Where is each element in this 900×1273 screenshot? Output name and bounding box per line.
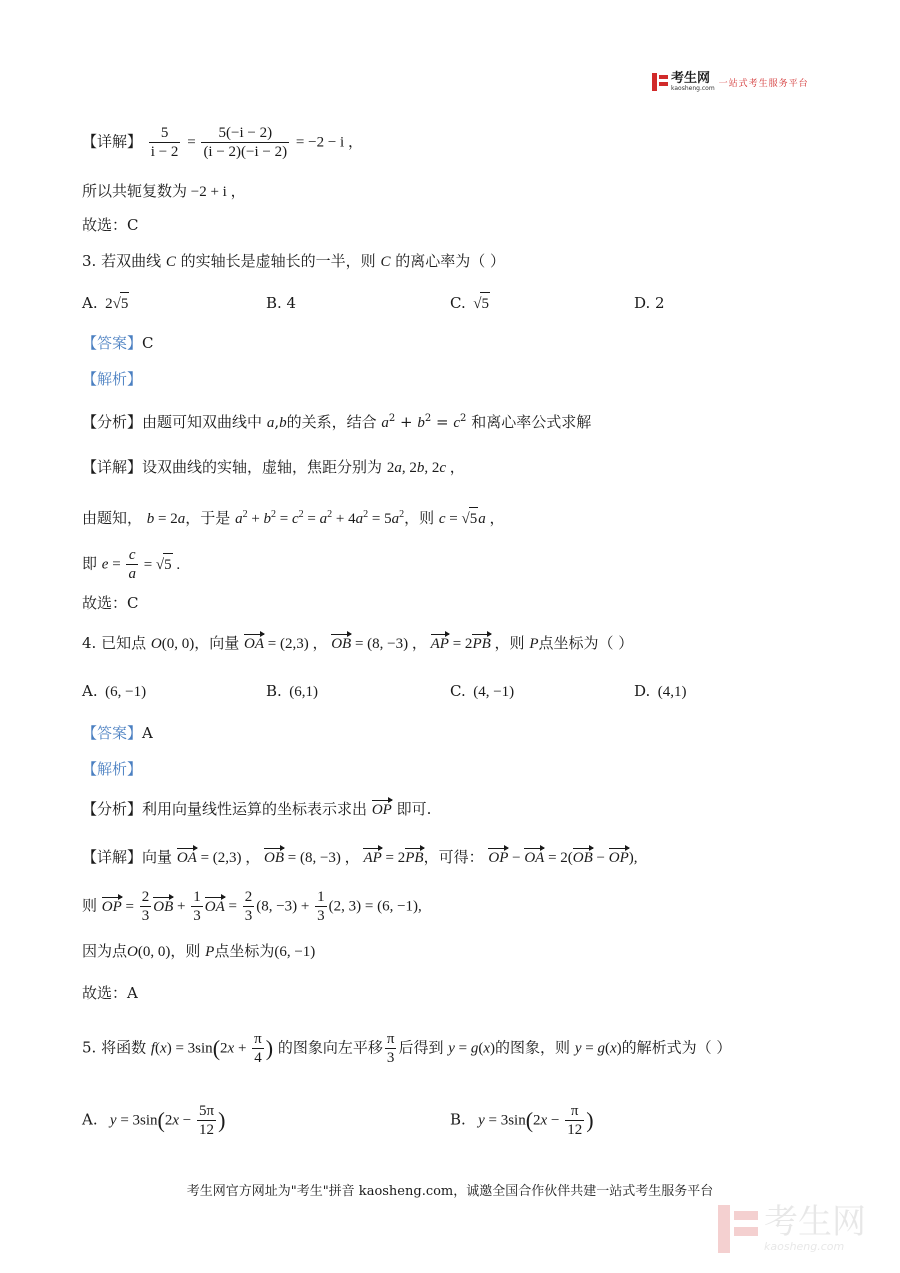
q4-choose: 故选：A <box>82 984 138 1002</box>
fraction: $\frac{5(-i - 2)}{(i - 2)(-i - 2)}$ <box>203 125 288 160</box>
q4-stem-d: 点坐标为（ ） <box>538 634 634 652</box>
q4-detail-b: ，可得： <box>423 848 484 866</box>
logo-icon <box>652 73 668 91</box>
q3-stem: 3. 若双曲线 C 的实轴长是虚轴长的一半，则 C 的离心率为（ ） <box>82 252 506 270</box>
q4-stem-b: ，向量 <box>194 634 240 652</box>
q3-so: 即 e = $\frac{c}{a}$ = √5 . <box>82 547 181 582</box>
q3-from-c: ，则 <box>404 509 435 527</box>
q4-option-b-label: B. <box>266 682 282 700</box>
q3-answer: C <box>142 334 154 352</box>
q5-option-a-label: A. <box>82 1110 98 1129</box>
q3-from-b: ，于是 <box>185 509 231 527</box>
q4-analysis-end: 即可. <box>396 800 432 818</box>
q3-option-d: D. 2 <box>634 294 665 312</box>
q3-analysis-b: 的关系，结合 <box>286 413 377 431</box>
q4-option-a: A. (6, −1) <box>82 682 147 700</box>
q3-analysis-c: 和离心率公式求解 <box>471 413 592 431</box>
q4-because-c: 点坐标为 <box>214 942 275 960</box>
logo-name: 考生网 <box>671 71 711 86</box>
q4-option-c-label: C. <box>450 682 466 700</box>
q2-conj-line: 所以共轭复数为 −2 + i ， <box>82 182 246 200</box>
q3-so-a: 即 <box>82 554 98 573</box>
analysis-tag: 【分析】 <box>82 413 143 431</box>
page-footer: 考生网官方网址为"考生"拼音 kaosheng.com，诚邀全国合作伙伴共建一站式考生服务平台 <box>186 1184 714 1199</box>
q4-because: 因为点O(0, 0)，则 P点坐标为(6, −1) <box>82 942 316 960</box>
q3-detail-a: 设双曲线的实轴，虚轴，焦距分别为 <box>142 458 383 476</box>
logo-slogan: 一站式考生服务平台 <box>718 78 809 89</box>
q4-then-text: 则 <box>82 896 98 915</box>
q5-option-b-label: B. <box>450 1110 466 1129</box>
q3-from: 由题知， b = 2a，于是 $a^2 + b^2 = c^2 = a^2 + 4a^2 = 5a^2$，则 c = √5a ， <box>82 504 505 530</box>
watermark <box>718 1204 866 1253</box>
q4-stem: 4. 已知点 O(0, 0)，向量 OA = (2,3) ， OB = (8, −3) ， AP = 2PB ，则 P点坐标为（ ） <box>82 632 633 655</box>
q4-then: 则 OP = $\frac{2}{3}$ OB + $\frac{1}{3}$ OA = $\frac{2}{3}$ (8, −3) + $\frac{1}{3}$ (2, 3) = (6, −1), <box>82 889 422 924</box>
header-logo <box>652 72 809 92</box>
fraction: $\frac{\pi}{3}$ <box>386 1031 395 1066</box>
fraction: $\frac{1}{3}$ <box>317 889 325 924</box>
q3-option-b: B. 4 <box>266 294 297 312</box>
q4-analysis-text: 利用向量线性运算的坐标表示求出 <box>142 800 368 818</box>
q4-option-c: C. (4, −1) <box>450 682 515 700</box>
logo-url: kaosheng.com <box>671 85 715 92</box>
q4-answer: A <box>142 724 153 742</box>
q3-choose: 故选：C <box>82 594 139 612</box>
q3-stem-c: 的离心率为（ ） <box>395 252 506 270</box>
q2-conj-text: 所以共轭复数为 <box>82 182 188 200</box>
q4-option-d: D. (4,1) <box>634 682 687 700</box>
q4-option-b: B. (6,1) <box>266 682 319 700</box>
q5-stem: 5. 将函数 f(x) = 3sin(2x + $\frac{\pi}{4}$ ) 的图象向左平移 $\frac{\pi}{3}$ 后得到 y = g(x)的图象，则 y = g(x)的解析式为（ ） <box>82 1031 732 1066</box>
q5-stem-a: 5. 将函数 <box>82 1038 147 1057</box>
q3-option-c: C. √5 <box>450 292 490 315</box>
fraction: $\frac{2}{3}$ <box>141 889 150 924</box>
q4-detail: 【详解】向量 OA = (2,3) ， OB = (8, −3) ， AP = 2PB，可得： OP − OA = 2(OB − OP), <box>82 846 638 869</box>
q3-stem-b: 的实轴长是虚轴长的一半，则 <box>180 252 376 270</box>
q4-answer-line <box>82 722 153 744</box>
q3-option-c-label: C. <box>450 294 466 312</box>
q4-option-d-label: D. <box>634 682 651 700</box>
q4-analysis: 【分析】利用向量线性运算的坐标表示求出 OP 即可. <box>82 798 431 821</box>
fraction: $\frac{2}{3}$ <box>244 889 253 924</box>
q2-detail-line: 【详解】 $\frac{5}{i - 2}$ = $\frac{5(-i - 2)}{(i - 2)(-i - 2)}$ = −2 − i ， <box>82 125 363 160</box>
q3-parse-tag: 【解析】 <box>82 370 143 388</box>
q5-stem-d: 的图象，则 <box>495 1038 571 1057</box>
watermark-name: 考生网 <box>764 1202 866 1242</box>
watermark-url: kaosheng.com <box>764 1240 845 1253</box>
q3-stem-a: 3. 若双曲线 <box>82 252 162 270</box>
q3-option-a-label: A. <box>82 294 98 312</box>
fraction: $\frac{5}{i - 2}$ <box>150 125 179 160</box>
fraction: $\frac{5\pi}{12}$ <box>199 1103 215 1138</box>
watermark-logo-icon <box>718 1205 758 1253</box>
q3-option-a: A. 2√5 <box>82 292 129 315</box>
fraction: $\frac{c}{a}$ <box>128 547 136 582</box>
q4-detail-a: 向量 <box>142 848 173 866</box>
detail-tag: 【详解】 <box>82 458 143 476</box>
q4-because-a: 因为点 <box>82 942 128 960</box>
q4-parse-tag: 【解析】 <box>82 760 143 778</box>
q3-answer-line <box>82 332 154 354</box>
detail-tag: 【详解】 <box>82 848 143 866</box>
q4-stem-c: ，则 <box>494 634 525 652</box>
q5-stem-b: 的图象向左平移 <box>277 1038 383 1057</box>
analysis-tag: 【分析】 <box>82 800 143 818</box>
q2-choose: 故选：C <box>82 216 139 234</box>
fraction: $\frac{\pi}{12}$ <box>567 1103 583 1138</box>
q4-option-a-label: A. <box>82 682 98 700</box>
q3-from-a: 由题知， <box>82 509 143 527</box>
q5-option-a: A. y = 3sin(2x − $\frac{5\pi}{12}$ ) <box>82 1103 226 1138</box>
q4-stem-a: 4. 已知点 <box>82 634 147 652</box>
q5-stem-e: 的解析式为（ ） <box>621 1038 732 1057</box>
q5-stem-c: 后得到 <box>398 1038 444 1057</box>
q3-detail: 【详解】设双曲线的实轴，虚轴，焦距分别为 2a, 2b, 2c ， <box>82 458 465 476</box>
fraction: $\frac{1}{3}$ <box>193 889 201 924</box>
q4-because-b: ，则 <box>170 942 201 960</box>
q3-analysis-a: 由题可知双曲线中 <box>142 413 263 431</box>
fraction: $\frac{\pi}{4}$ <box>254 1031 262 1066</box>
q3-analysis: 【分析】由题可知双曲线中 a,b的关系，结合 $a^2 + b^2 = c^2$ 和离心率公式求解 <box>82 413 592 431</box>
detail-tag: 【详解】 <box>82 132 143 151</box>
answer-tag: 【答案】 <box>82 334 143 352</box>
q5-option-b: B. y = 3sin(2x − $\frac{\pi}{12}$ ) <box>450 1103 594 1138</box>
answer-tag: 【答案】 <box>82 724 143 742</box>
